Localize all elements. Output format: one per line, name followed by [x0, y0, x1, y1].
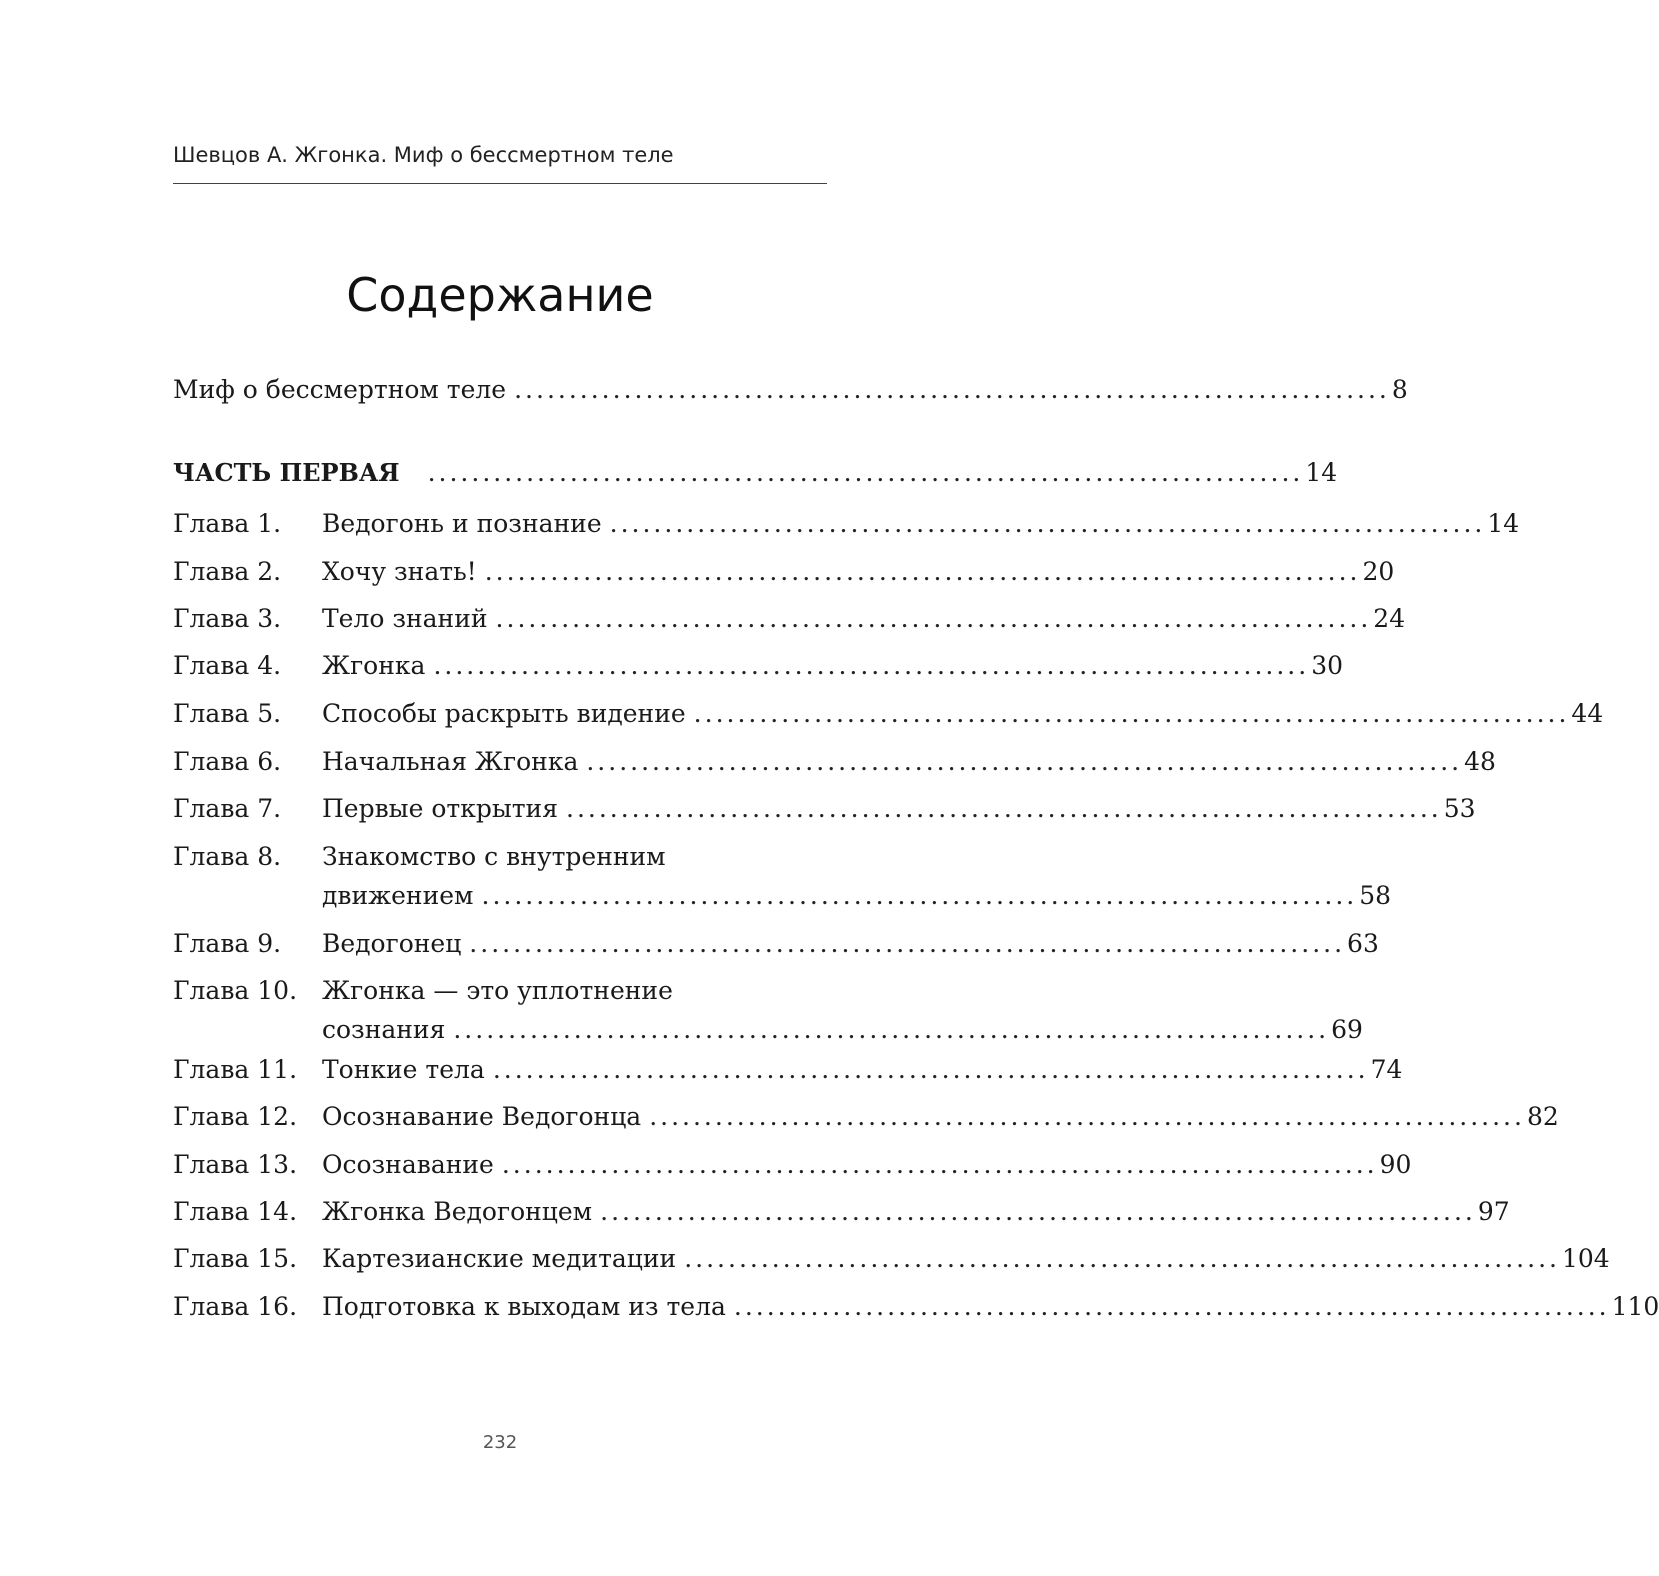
- toc-page-number: 82: [1526, 1102, 1559, 1131]
- leader-dots: ................................................................................: [492, 1055, 1369, 1084]
- leader-dots: ................................................................................: [481, 881, 1358, 910]
- leader-dots: ................................................................................: [484, 557, 1361, 586]
- chapter-title: сознания: [322, 1015, 446, 1044]
- leader-dots: ................................................................................: [433, 651, 1310, 680]
- toc-page-number: 8: [1391, 375, 1408, 404]
- chapter-number: Глава 14.: [173, 1197, 298, 1226]
- leader-dots: ................................................................................: [514, 375, 1390, 404]
- toc-entry-chapter-1[interactable]: [322, 507, 1520, 541]
- toc-entry-chapter-6[interactable]: [322, 745, 1496, 779]
- toc-entry-chapter-5[interactable]: [322, 697, 1604, 731]
- chapter-number: Глава 16.: [173, 1292, 298, 1321]
- chapter-number: Глава 4.: [173, 651, 282, 680]
- chapter-number: Глава 5.: [173, 699, 282, 728]
- leader-dots: ................................................................................: [609, 509, 1486, 538]
- toc-entry-chapter-3[interactable]: [322, 602, 1406, 636]
- chapter-title: Тело знаний: [322, 604, 488, 633]
- running-head: Шевцов А. Жгонка. Миф о бессмертном теле: [173, 143, 674, 167]
- leader-dots: ................................................................................: [501, 1150, 1378, 1179]
- chapter-number: Глава 10.: [173, 976, 298, 1005]
- toc-page-number: 110: [1611, 1292, 1659, 1321]
- toc-entry-chapter-14[interactable]: [322, 1195, 1510, 1229]
- toc-entry-chapter-12[interactable]: [322, 1100, 1559, 1134]
- chapter-title: Осознавание Ведогонца: [322, 1102, 642, 1131]
- toc-entry-chapter-10[interactable]: [322, 1013, 1363, 1047]
- chapter-title: Хочу знать!: [322, 557, 477, 586]
- chapter-number: Глава 9.: [173, 929, 282, 958]
- chapter-number: Глава 8.: [173, 842, 282, 871]
- part-heading: ЧАСТЬ ПЕРВАЯ: [173, 458, 400, 487]
- toc-entry-title: Миф о бессмертном теле: [173, 375, 507, 404]
- page-title: Содержание: [346, 268, 654, 322]
- leader-dots: ................................................................................: [453, 1015, 1330, 1044]
- toc-entry-chapter-9[interactable]: [322, 927, 1379, 961]
- toc-entry-part-one[interactable]: [173, 456, 1338, 490]
- leader-dots: ................................................................................: [600, 1197, 1476, 1226]
- toc-entry-chapter-13[interactable]: [322, 1148, 1412, 1182]
- page-number: 232: [482, 1432, 518, 1453]
- leader-dots: ................................................................................: [566, 794, 1442, 823]
- toc-page-number: 58: [1359, 881, 1392, 910]
- toc-page-number: 63: [1347, 929, 1379, 958]
- chapter-title: Способы раскрыть видение: [322, 699, 686, 728]
- leader-dots: ................................................................................: [586, 747, 1463, 776]
- header-rule: [173, 183, 827, 184]
- chapter-title: Осознавание: [322, 1150, 494, 1179]
- toc-page-number: 20: [1362, 557, 1395, 586]
- chapter-title: Жгонка Ведогонцем: [322, 1197, 593, 1226]
- toc-page-number: 69: [1331, 1015, 1363, 1044]
- chapter-title: Картезианские медитации: [322, 1244, 677, 1273]
- toc-page-number: 48: [1464, 747, 1496, 776]
- toc-page-number: 24: [1373, 604, 1406, 633]
- toc-page-number: 97: [1477, 1197, 1510, 1226]
- leader-dots: ................................................................................: [733, 1292, 1610, 1321]
- toc-entry-intro[interactable]: [173, 373, 1408, 407]
- leader-dots: ................................................................................: [495, 604, 1372, 633]
- leader-dots: ................................................................................: [469, 929, 1346, 958]
- toc-page-number: 44: [1571, 699, 1604, 728]
- chapter-number: Глава 7.: [173, 794, 282, 823]
- toc-page-number: 90: [1379, 1150, 1412, 1179]
- chapter-title: Подготовка к выходам из тела: [322, 1292, 726, 1321]
- chapter-number: Глава 13.: [173, 1150, 298, 1179]
- toc-entry-chapter-4[interactable]: [322, 649, 1343, 683]
- chapter-number: Глава 2.: [173, 557, 282, 586]
- toc-entry-chapter-2[interactable]: [322, 555, 1395, 589]
- chapter-title: движением: [322, 881, 474, 910]
- leader-dots: ................................................................................: [649, 1102, 1525, 1131]
- toc-entry-chapter-10[interactable]: [322, 974, 817, 1008]
- toc-entry-chapter-8[interactable]: [322, 840, 817, 874]
- toc-entry-chapter-15[interactable]: [322, 1242, 1610, 1276]
- toc-page-number: 74: [1370, 1055, 1403, 1084]
- chapter-title: Знакомство с внутренним: [322, 842, 666, 871]
- chapter-title: Жгонка — это уплотнение: [322, 976, 673, 1005]
- toc-entry-chapter-7[interactable]: [322, 792, 1476, 826]
- chapter-number: Глава 12.: [173, 1102, 298, 1131]
- chapter-number: Глава 6.: [173, 747, 282, 776]
- toc-page-number: 30: [1311, 651, 1343, 680]
- toc-entry-chapter-8[interactable]: [322, 879, 1392, 913]
- leader-dots: ................................................................................: [427, 458, 1304, 487]
- leader-dots: ................................................................................: [693, 699, 1570, 728]
- chapter-title: Жгонка: [322, 651, 426, 680]
- chapter-title: Первые открытия: [322, 794, 558, 823]
- leader-dots: ................................................................................: [684, 1244, 1560, 1273]
- toc-page-number: 14: [1487, 509, 1520, 538]
- toc-entry-chapter-11[interactable]: [322, 1053, 1403, 1087]
- chapter-number: Глава 1.: [173, 509, 282, 538]
- toc-page-number: 104: [1561, 1244, 1610, 1273]
- chapter-title: Начальная Жгонка: [322, 747, 579, 776]
- chapter-title: Ведогонь и познание: [322, 509, 602, 538]
- toc-page-number: 53: [1443, 794, 1476, 823]
- toc-page-number: 14: [1305, 458, 1338, 487]
- chapter-number: Глава 11.: [173, 1055, 298, 1084]
- chapter-number: Глава 3.: [173, 604, 282, 633]
- chapter-title: Ведогонец: [322, 929, 462, 958]
- chapter-number: Глава 15.: [173, 1244, 298, 1273]
- chapter-title: Тонкие тела: [322, 1055, 485, 1084]
- toc-entry-chapter-16[interactable]: [322, 1290, 1659, 1324]
